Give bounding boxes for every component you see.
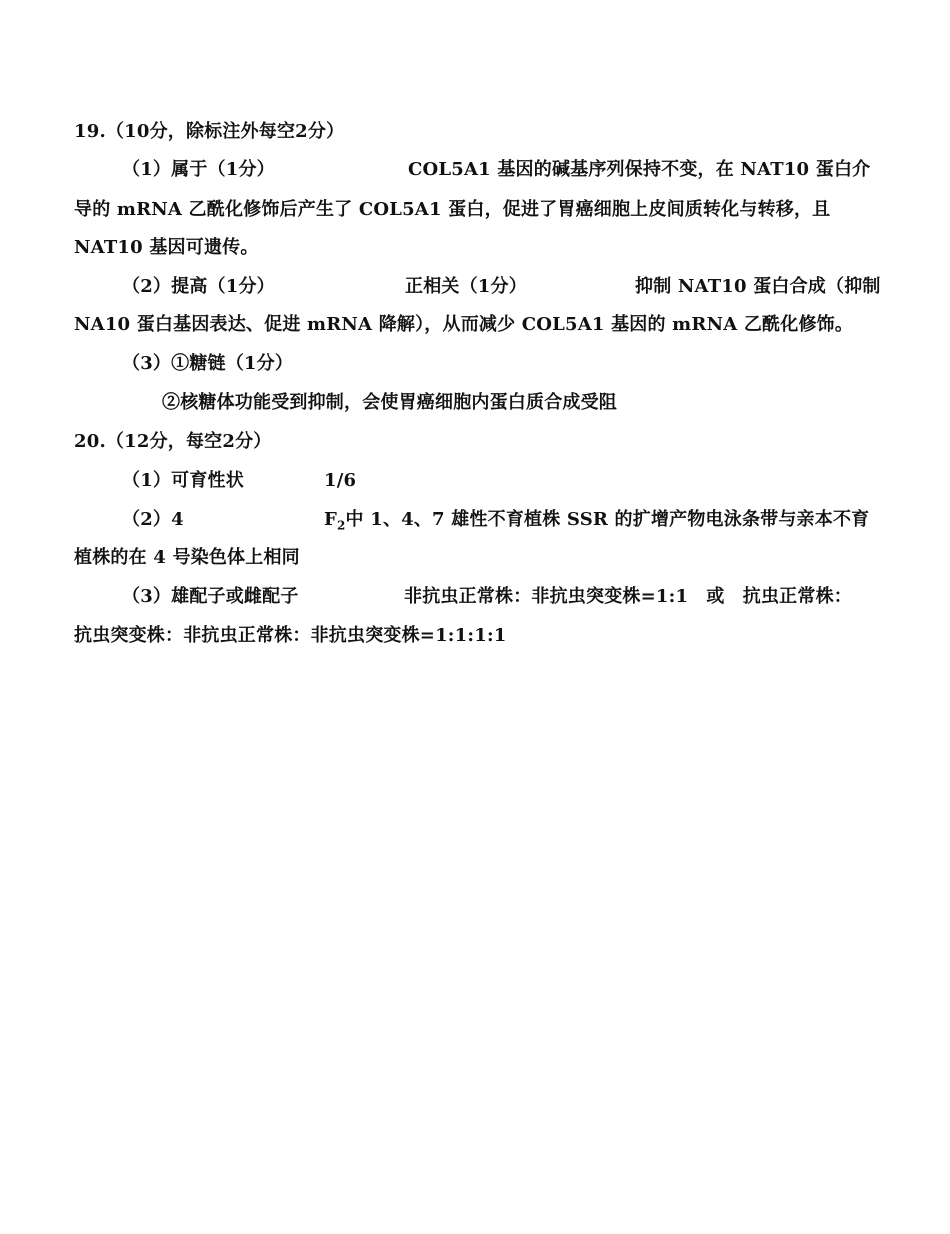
q19-header: 19.（10分，除标注外每空2分）: [74, 121, 345, 142]
q19-part2-text-line1: 抑制 NAT10 蛋白合成（抑制: [635, 276, 881, 297]
q19-part1-text-line2: 导的 mRNA 乙酰化修饰后产生了 COL5A1 蛋白，促进了胃癌细胞上皮间质转化与转移，且: [74, 199, 831, 220]
q20-part3-text-line2: 抗虫突变株：非抗虫正常株：非抗虫突变株=1:1:1:1: [74, 625, 507, 646]
q19-part2-text-line2: NA10 蛋白基因表达、促进 mRNA 降解），从而减少 COL5A1 基因的 mRNA 乙酰化修饰。: [74, 314, 854, 335]
q20-part3-text-line1: 非抗虫正常株：非抗虫突变株=1:1 或 抗虫正常株：: [404, 586, 852, 607]
q20-part2-text-line1: [324, 508, 869, 532]
q20-header: 20.（12分，每空2分）: [74, 431, 272, 452]
q20-part3-label: （3）雄配子或雌配子: [122, 586, 299, 607]
q20-part1-value: 1/6: [324, 470, 357, 491]
q20-f-subscript: 2: [336, 518, 346, 533]
q20-part1-label: （1）可育性状: [122, 470, 244, 491]
q20-part2-label: （2）4: [122, 509, 184, 530]
q20-f-symbol: F: [324, 509, 337, 530]
q20-part2-text-line2: 植株的在 4 号染色体上相同: [74, 547, 300, 568]
q19-part1-label: （1）属于（1分）: [122, 159, 275, 180]
q19-part2-mid: 正相关（1分）: [405, 276, 527, 297]
q19-part3-label: （3）①糖链（1分）: [122, 353, 294, 374]
q19-part2-label: （2）提高（1分）: [122, 276, 275, 297]
q19-part1-text-line3: NAT10 基因可遗传。: [74, 237, 259, 258]
q19-part3-text: ②核糖体功能受到抑制，会使胃癌细胞内蛋白质合成受阻: [162, 392, 617, 413]
q20-part2-text-rest: 中 1、4、7 雄性不育植株 SSR 的扩增产物电泳条带与亲本不育: [345, 509, 870, 530]
q19-part1-text-line1: COL5A1 基因的碱基序列保持不变，在 NAT10 蛋白介: [408, 159, 871, 180]
